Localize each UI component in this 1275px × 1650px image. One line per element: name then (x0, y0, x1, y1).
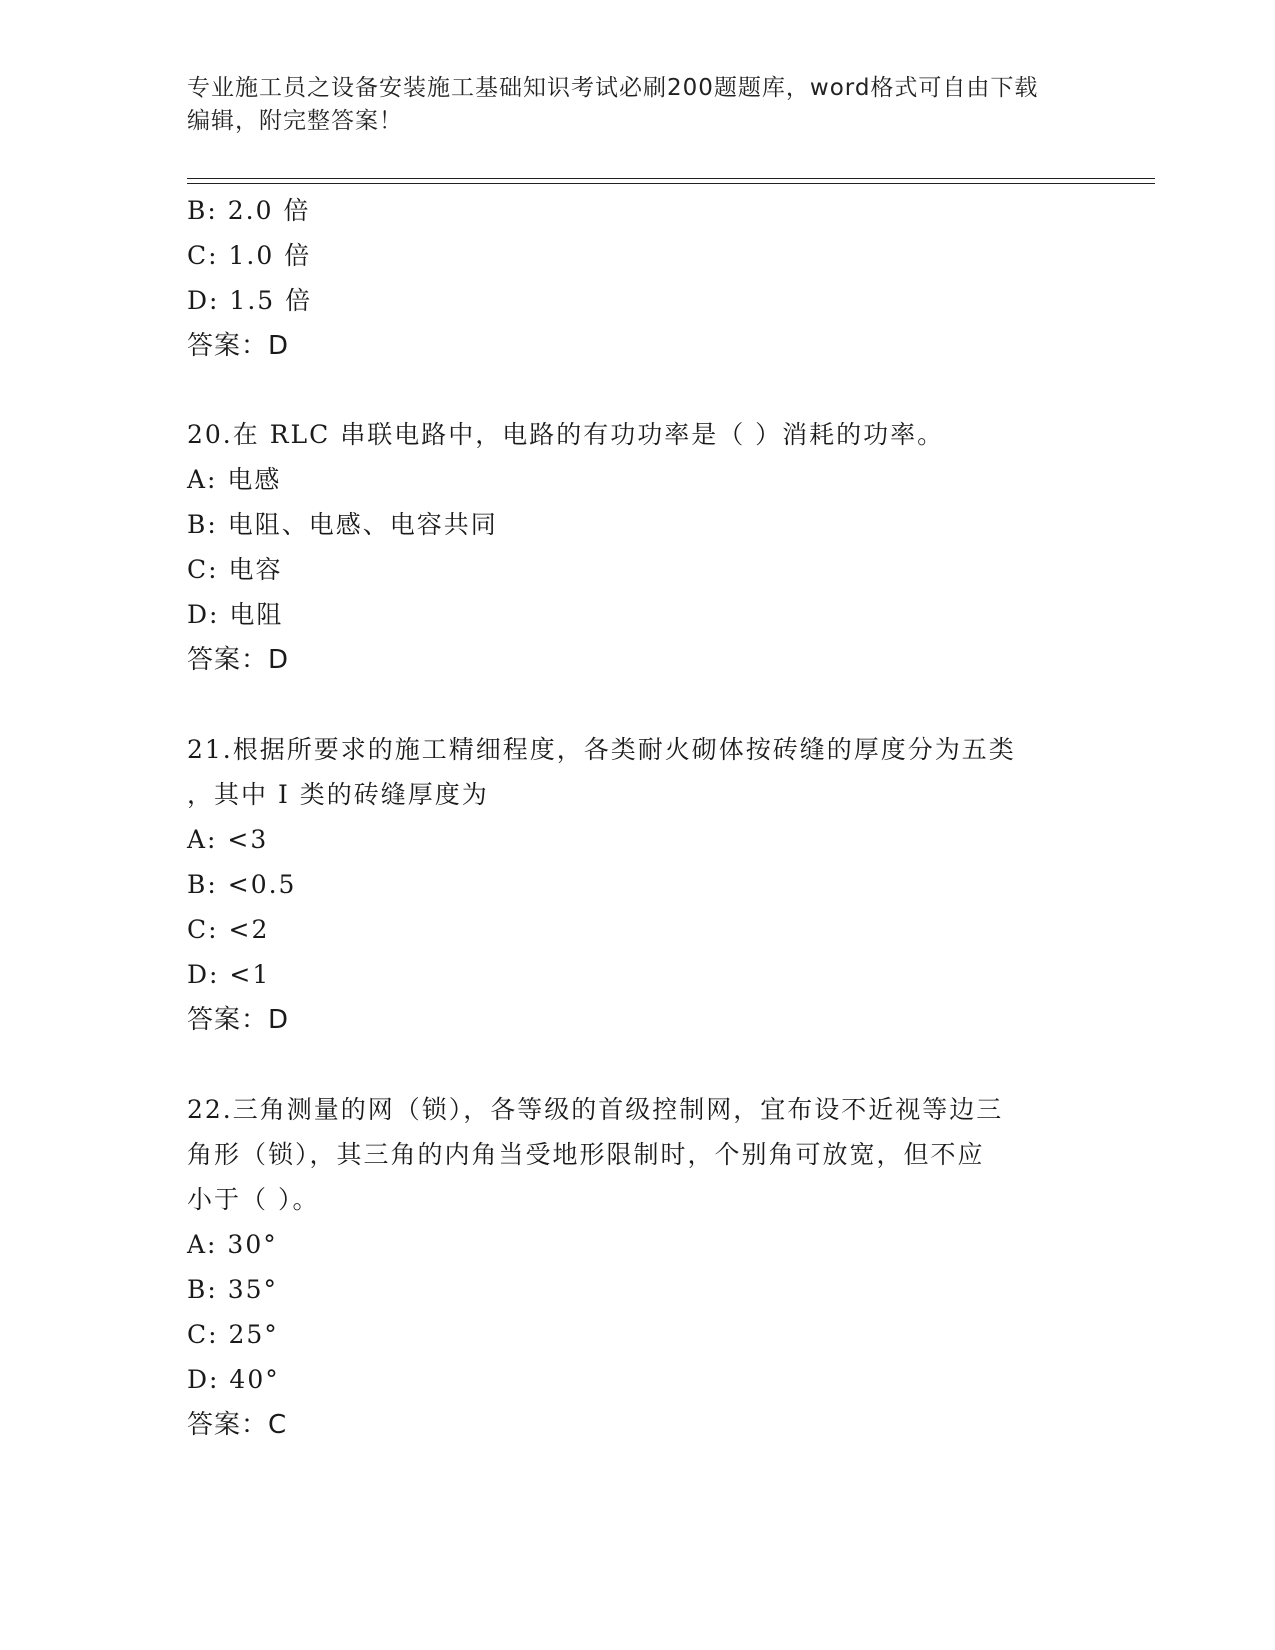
q20-stem: 20.在 RLC 串联电路中，电路的有功功率是（ ）消耗的功率。 (187, 420, 945, 449)
q22-stem-line-1: 22.三角测量的网（锁），各等级的首级控制网，宜布设不近视等边三 (187, 1095, 1004, 1124)
q21-option-c: C: <2 (187, 915, 270, 944)
q22-stem-line-3: 小于（ ）。 (187, 1185, 320, 1214)
q20-option-a: A: 电感 (187, 465, 282, 494)
q21-option-b: B: <0.5 (187, 870, 297, 899)
q20-option-b: B: 电阻、电感、电容共同 (187, 510, 498, 539)
header-divider-bottom (187, 183, 1155, 184)
q19-option-c: C: 1.0 倍 (187, 241, 312, 270)
q22-answer: 答案：C (187, 1410, 288, 1440)
q19-option-d: D: 1.5 倍 (187, 286, 313, 315)
q19-option-b: B: 2.0 倍 (187, 196, 311, 225)
q21-option-d: D: <1 (187, 960, 271, 989)
q21-stem-line-1: 21.根据所要求的施工精细程度，各类耐火砌体按砖缝的厚度分为五类 (187, 735, 1016, 764)
q22-option-d: D: 40° (187, 1365, 280, 1394)
header-line-1: 专业施工员之设备安装施工基础知识考试必刷200题题库，word格式可自由下载 (187, 75, 1039, 101)
q21-answer: 答案：D (187, 1005, 290, 1035)
q22-stem-line-2: 角形（锁），其三角的内角当受地形限制时，个别角可放宽，但不应 (187, 1140, 985, 1169)
q20-option-d: D: 电阻 (187, 600, 284, 629)
q19-answer: 答案：D (187, 331, 290, 361)
q20-option-c: C: 电容 (187, 555, 283, 584)
header-line-2: 编辑，附完整答案！ (187, 108, 403, 134)
q21-stem-line-2: ，其中 I 类的砖缝厚度为 (187, 780, 489, 809)
q22-option-b: B: 35° (187, 1275, 279, 1304)
q21-option-a: A: <3 (187, 825, 269, 854)
document-header (187, 72, 1087, 138)
q20-answer: 答案：D (187, 645, 290, 675)
q22-option-c: C: 25° (187, 1320, 279, 1349)
q22-option-a: A: 30° (187, 1230, 278, 1259)
header-divider-top (187, 178, 1155, 179)
